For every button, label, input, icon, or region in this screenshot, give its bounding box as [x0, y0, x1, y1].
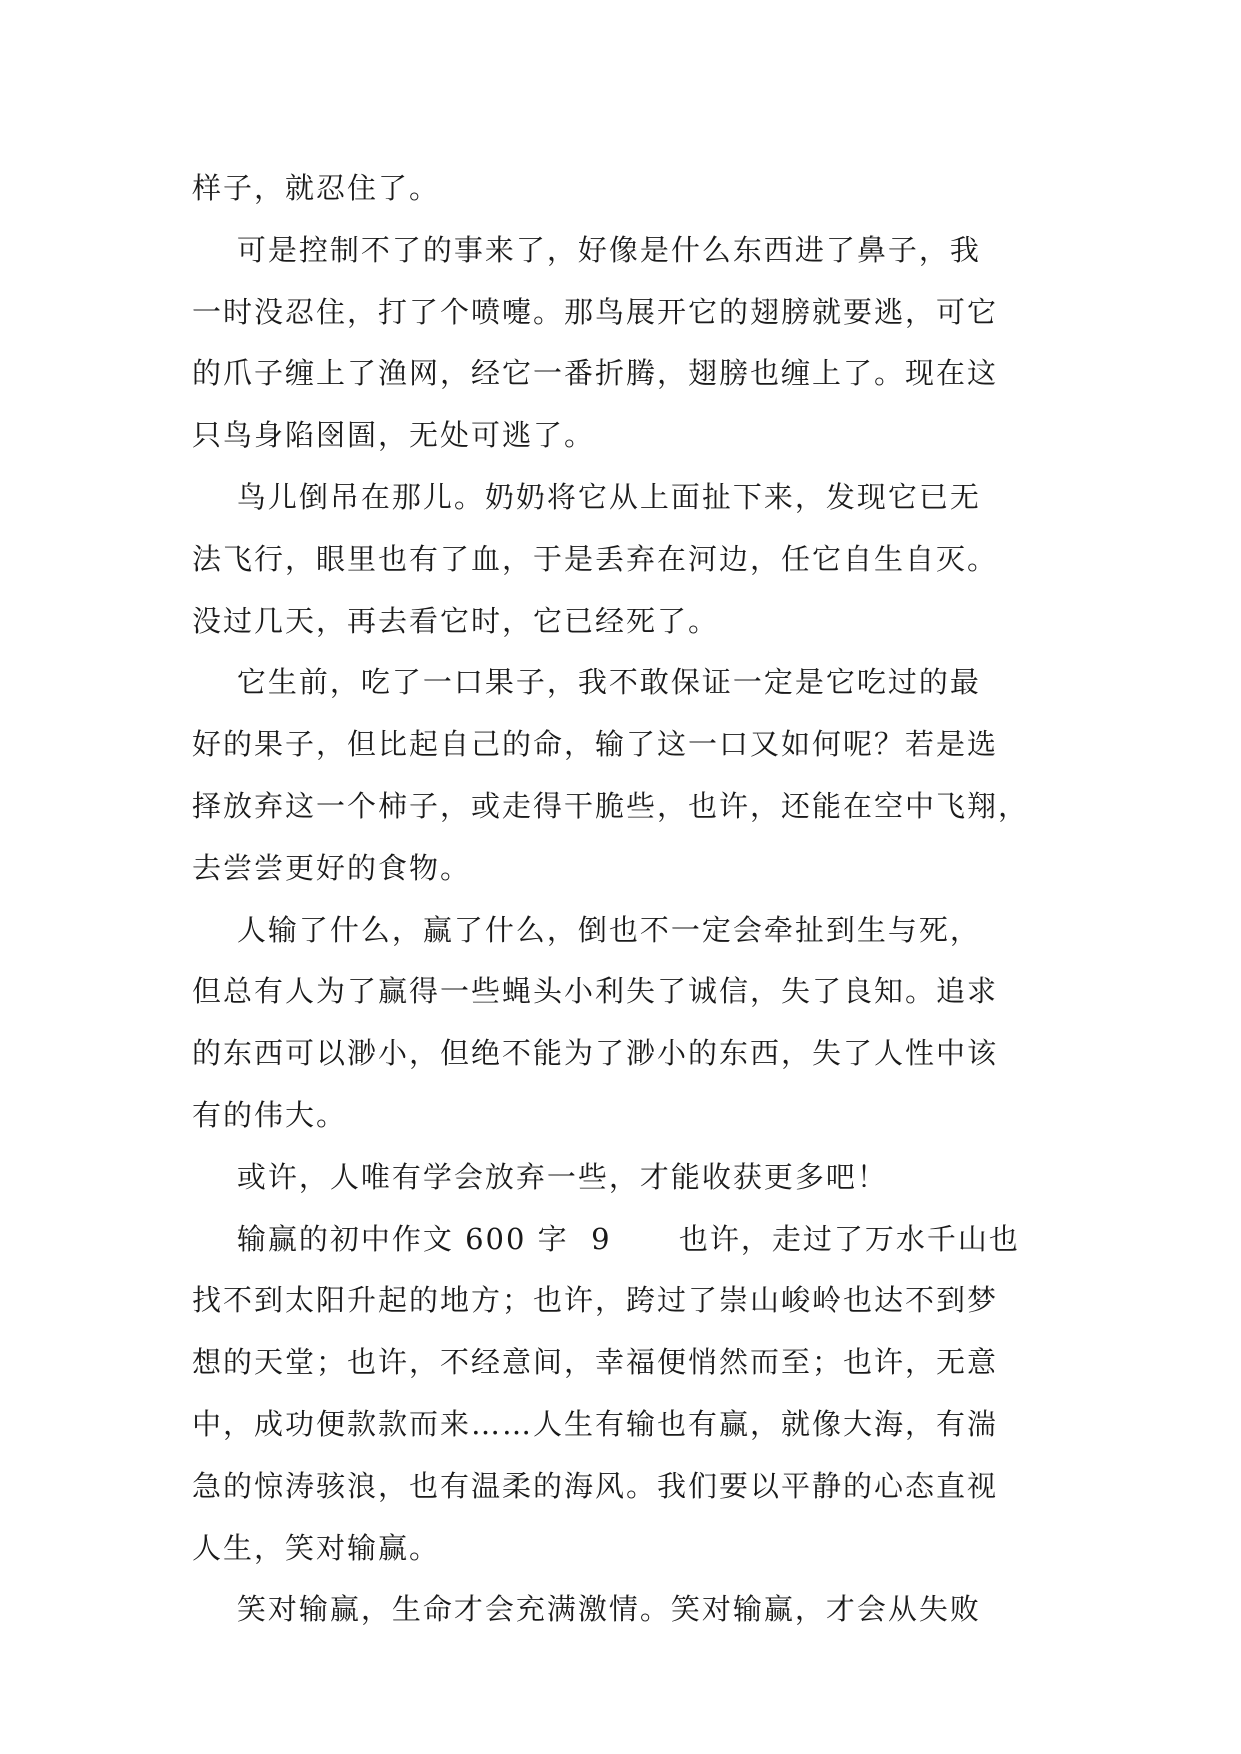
essay-body [192, 158, 1052, 1641]
text-line: 但总有人为了赢得一些蝇头小利失了诚信，失了良知。追求 [192, 974, 999, 1009]
text-line: 人输了什么，赢了什么，倒也不一定会牵扯到生与死， [192, 912, 981, 947]
text-line: 中，成功便款款而来……人生有输也有赢，就像大海，有湍 [192, 1406, 999, 1441]
text-line: 没过几天，再去看它时，它已经死了。 [192, 603, 720, 638]
text-line: 鸟儿倒吊在那儿。奶奶将它从上面扯下来，发现它已无 [192, 479, 981, 514]
text-line: 的东西可以渺小，但绝不能为了渺小的东西，失了人性中该 [192, 1036, 999, 1071]
text-line: 有的伟大。 [192, 1097, 348, 1132]
text-line: 法飞行，眼里也有了血，于是丢弃在河边，任它自生自灭。 [192, 541, 999, 576]
text-line: 输赢的初中作文 600 字 9 也许，走过了万水千山也 [192, 1221, 1020, 1256]
text-line: 样子，就忍住了。 [192, 171, 441, 205]
text-line: 急的惊涛骇浪，也有温柔的海风。我们要以平静的心态直视 [192, 1468, 999, 1503]
text-line: 它生前，吃了一口果子，我不敢保证一定是它吃过的最 [192, 665, 981, 700]
text-line: 找不到太阳升起的地方；也许，跨过了崇山峻岭也达不到梦 [192, 1283, 999, 1318]
text-line: 择放弃这一个柿子，或走得干脆些，也许，还能在空中飞翔， [192, 788, 1030, 823]
text-line: 可是控制不了的事来了，好像是什么东西进了鼻子，我 [192, 232, 981, 267]
text-line: 笑对输赢，生命才会充满激情。笑对输赢，才会从失败 [192, 1592, 981, 1627]
text-line: 想的天堂；也许，不经意间，幸福便悄然而至；也许，无意 [192, 1345, 999, 1380]
text-line: 好的果子，但比起自己的命，输了这一口又如何呢？若是选 [192, 727, 999, 762]
text-line: 一时没忍住，打了个喷嚏。那鸟展开它的翅膀就要逃，可它 [192, 294, 999, 329]
text-line: 去尝尝更好的食物。 [192, 850, 472, 885]
text-line: 的爪子缠上了渔网，经它一番折腾，翅膀也缠上了。现在这 [192, 356, 999, 391]
text-line: 只鸟身陷囹圄，无处可逃了。 [192, 418, 596, 453]
text-line: 人生，笑对输赢。 [192, 1530, 441, 1565]
text-line: 或许，人唯有学会放弃一些，才能收获更多吧！ [192, 1159, 888, 1194]
